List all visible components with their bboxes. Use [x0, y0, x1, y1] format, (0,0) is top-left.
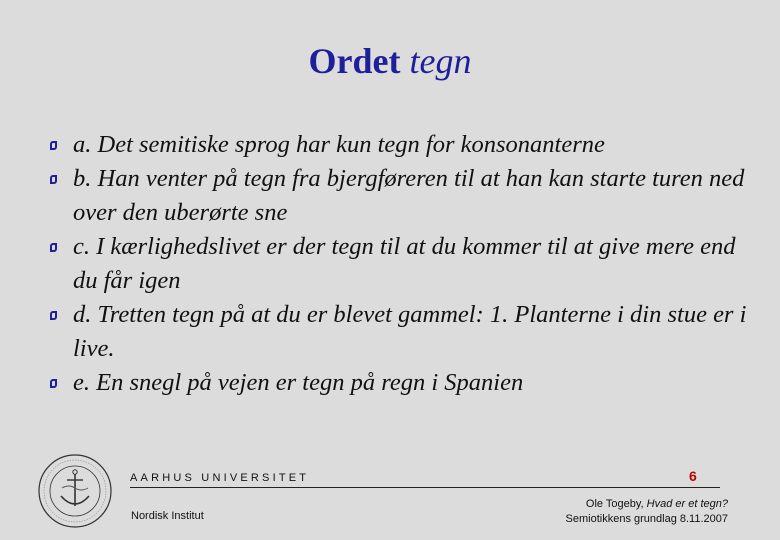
- university-name: AARHUS UNIVERSITET: [130, 472, 310, 484]
- bullet-icon: [50, 141, 57, 150]
- bullet-text: e. En snegl på vejen er tegn på regn i Spanien: [73, 369, 524, 396]
- slide-title: [0, 40, 780, 82]
- slide-title-italic: tegn: [409, 41, 472, 81]
- author-name: Ole Togeby,: [585, 498, 647, 510]
- author-line: [566, 497, 728, 512]
- bullet-text: c. I kærlighedslivet er der tegn til at du kommer til at give mere end du får igen: [73, 233, 736, 294]
- slide-title-plain: Ordet: [308, 41, 410, 81]
- page-number: 6: [689, 468, 697, 484]
- bullet-item: [50, 128, 750, 162]
- bullet-item: [50, 298, 750, 366]
- bullet-icon: [50, 311, 57, 320]
- institute-name: Nordisk Institut: [131, 510, 204, 522]
- bullet-icon: [50, 175, 57, 184]
- bullet-item: [50, 366, 750, 400]
- bullet-icon: [50, 379, 57, 388]
- lecture-reference: [566, 497, 728, 527]
- bullet-list: [50, 128, 750, 400]
- bullet-item: [50, 230, 750, 298]
- footer-divider: [130, 487, 720, 488]
- bullet-icon: [50, 243, 57, 252]
- bullet-text: b. Han venter på tegn fra bjergføreren til at han kan starte turen ned over den uberørte sne: [73, 165, 745, 226]
- bullet-item: [50, 162, 750, 230]
- university-seal-icon: [36, 452, 114, 530]
- lecture-title: Hvad er et tegn?: [646, 498, 728, 510]
- bullet-text: a. Det semitiske sprog har kun tegn for konsonanterne: [73, 131, 605, 158]
- bullet-text: d. Tretten tegn på at du er blevet gammel: 1. Planterne i din stue er i live.: [73, 301, 747, 362]
- course-line: Semiotikkens grundlag 8.11.2007: [565, 513, 728, 525]
